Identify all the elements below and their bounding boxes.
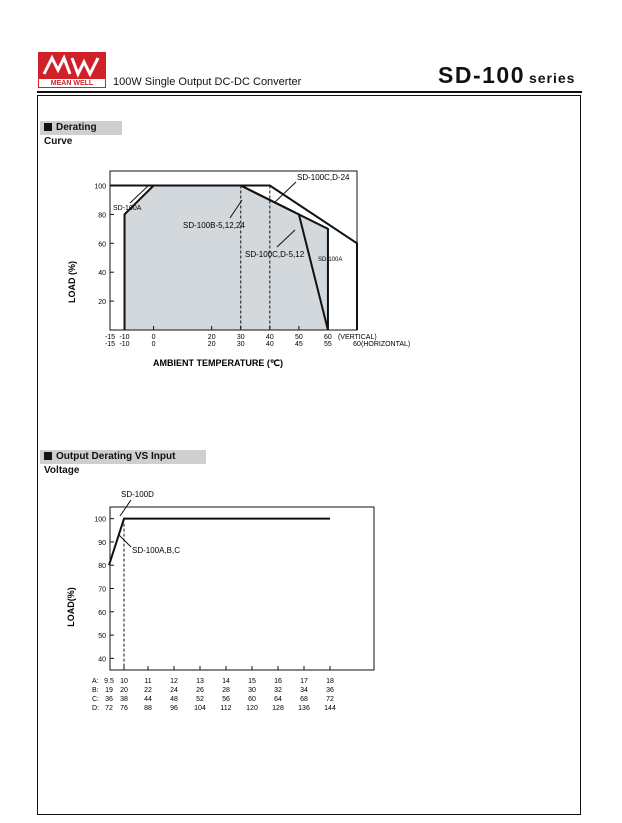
x-table-cell: 20 xyxy=(120,687,128,694)
section-label: Derating Curve xyxy=(44,122,97,147)
y-tick-label-2: 60 xyxy=(98,609,106,617)
x-table-cell: 120 xyxy=(246,705,258,712)
leader-sd100d xyxy=(120,500,131,516)
x-table-cell: 112 xyxy=(220,705,232,712)
plot-frame-2 xyxy=(110,507,374,670)
x-table-cell: 56 xyxy=(222,696,230,703)
y-tick-label-2: 80 xyxy=(98,563,106,571)
annotation-sd100a-left: SD-100A xyxy=(113,205,142,212)
x-tick-label-horizontal: 45 xyxy=(294,341,303,348)
x-table-cell: 26 xyxy=(196,687,204,694)
y-tick-label-2: 50 xyxy=(98,633,106,641)
x-table-cell: 76 xyxy=(120,705,128,712)
y-tick-label: 60 xyxy=(98,241,106,249)
x-table-cell: 48 xyxy=(170,696,178,703)
x-tick-label-vertical: 0 xyxy=(151,334,156,341)
x-table-row-label: D: xyxy=(92,705,99,712)
x-table-cell: 19 xyxy=(105,687,113,694)
x-table-cell: 96 xyxy=(170,705,178,712)
x-tick-label-horizontal: 60 xyxy=(353,341,361,348)
x-tick-label-vertical: -10 xyxy=(119,334,130,341)
leader-sd100abc xyxy=(119,535,131,547)
x-tick-label-vertical: 30 xyxy=(236,334,245,341)
y-tick-label: 80 xyxy=(98,212,106,220)
model-name: SD-100 xyxy=(438,62,525,88)
x-tick-label-vertical: 60 xyxy=(324,334,332,341)
axis-label-vertical: (VERTICAL) xyxy=(337,334,377,341)
product-title: 100W Single Output DC-DC Converter xyxy=(113,76,302,88)
x-tick-label-horizontal: 0 xyxy=(151,341,156,348)
x-tick-label-vertical: -15 xyxy=(104,334,116,341)
x-tick-label-horizontal: -10 xyxy=(119,341,130,348)
x-tick-label-vertical: 40 xyxy=(265,334,274,341)
x-table-cell: 24 xyxy=(170,687,178,694)
annotation-sd100b: SD-100B-5,12,24 xyxy=(183,221,245,230)
annotation-sd100cd24: SD-100C,D-24 xyxy=(297,173,350,182)
x-table-cell: 22 xyxy=(144,687,152,694)
annotation-sd100d: SD-100D xyxy=(121,490,154,499)
x-table-cell: 52 xyxy=(196,696,204,703)
x-table-cell: 30 xyxy=(248,687,256,694)
y-tick-label: 20 xyxy=(98,299,106,307)
x-table-row-label: A: xyxy=(92,678,99,685)
x-table-cell: 72 xyxy=(326,696,334,703)
x-table-cell: 34 xyxy=(300,687,308,694)
x-table-cell: 16 xyxy=(274,678,282,685)
x-table-cell: 18 xyxy=(326,678,334,685)
y-tick-label: 40 xyxy=(98,270,106,278)
x-tick-label-horizontal: -15 xyxy=(104,341,116,348)
y-axis-title: LOAD (%) xyxy=(67,261,77,303)
x-table-cell: 11 xyxy=(144,678,152,685)
x-table-cell: 36 xyxy=(326,687,334,694)
x-table-cell: 144 xyxy=(324,705,336,712)
x-tick-label-horizontal: 40 xyxy=(265,341,274,348)
x-tick-label-horizontal: 20 xyxy=(207,341,216,348)
x-table-cell: 32 xyxy=(274,687,282,694)
x-table-cell: 17 xyxy=(300,678,308,685)
annotation-sd100abc: SD-100A,B,C xyxy=(132,546,181,555)
y-tick-label-2: 100 xyxy=(94,516,106,524)
x-table-cell: 10 xyxy=(120,678,128,685)
section-label: Output Derating VS Input Voltage xyxy=(44,451,176,476)
model-suffix: series xyxy=(528,70,576,86)
x-table-cell: 68 xyxy=(300,696,308,703)
x-table-cell: 128 xyxy=(272,705,284,712)
x-table-cell: 14 xyxy=(222,678,230,685)
x-table-cell: 38 xyxy=(120,696,128,703)
x-table-cell: 36 xyxy=(105,696,113,703)
y-tick-label: 100 xyxy=(94,183,106,191)
brand-name: MEAN WELL xyxy=(38,78,106,88)
x-tick-label-horizontal: 55 xyxy=(324,341,332,348)
y-tick-label-2: 40 xyxy=(98,656,106,664)
x-table-cell: 60 xyxy=(248,696,256,703)
x-table-cell: 9.5 xyxy=(104,678,114,685)
x-table-cell: 136 xyxy=(298,705,310,712)
annotation-sd100a-right: SD-100A xyxy=(318,257,343,263)
y-tick-label-2: 70 xyxy=(98,586,106,594)
axis-label-horizontal: (HORIZONTAL) xyxy=(361,341,411,348)
x-table-cell: 12 xyxy=(170,678,178,685)
x-table-cell: 28 xyxy=(222,687,230,694)
x-table-row-label: C: xyxy=(92,696,99,703)
annotation-sd100cd512: SD-100C,D-5,12 xyxy=(245,250,305,259)
y-tick-label-2: 90 xyxy=(98,539,106,547)
x-tick-label-vertical: 20 xyxy=(207,334,216,341)
x-table-cell: 44 xyxy=(144,696,152,703)
x-table-cell: 64 xyxy=(274,696,282,703)
x-table-cell: 104 xyxy=(194,705,206,712)
x-table-cell: 72 xyxy=(105,705,113,712)
series-load-line xyxy=(109,519,330,566)
x-tick-label-horizontal: 30 xyxy=(236,341,245,348)
x-table-cell: 15 xyxy=(248,678,256,685)
x-tick-label-vertical: 50 xyxy=(294,334,303,341)
x-axis-title: AMBIENT TEMPERATURE (℃) xyxy=(153,358,283,368)
x-table-cell: 13 xyxy=(196,678,204,685)
x-table-row-label: B: xyxy=(92,687,99,694)
y-axis-title-2: LOAD(%) xyxy=(66,587,76,627)
x-table-cell: 88 xyxy=(144,705,152,712)
